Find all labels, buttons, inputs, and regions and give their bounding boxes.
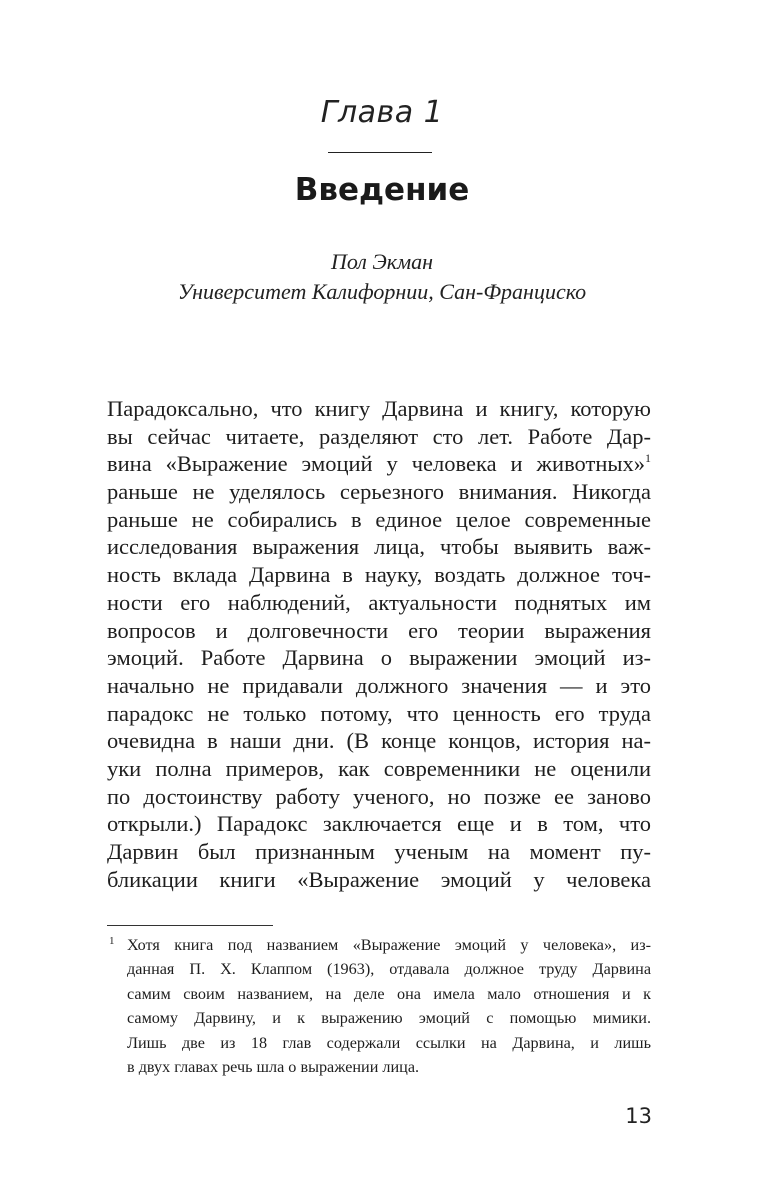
body-line: ность вклада Дарвина в науку, воздать должное точ- (107, 562, 651, 588)
body-line: раньше не собирались в единое целое современные (107, 506, 651, 532)
chapter-divider (328, 152, 432, 153)
footnote-line: в двух главах речь шла о выражении лица. (127, 1057, 420, 1076)
body-line: начально не придавали должного значения — и это (107, 672, 651, 698)
body-line: раньше не уделялось серьезного внимания. Никогда (107, 479, 651, 505)
footnote-divider (107, 925, 273, 926)
author-name: Пол Экман (330, 249, 434, 274)
body-line-text: вина «Выражение эмоций у человека и животных» (107, 451, 645, 477)
body-text (107, 395, 651, 893)
body-line: уки полна примеров, как современники не оценили (107, 755, 651, 781)
footnote (107, 933, 651, 1079)
footnote-line: Лишь две из 18 глав содержали ссылки на Дарвина, и лишь (127, 1033, 651, 1052)
body-line: открыли.) Парадокс заключается еще и в том, что (107, 811, 651, 837)
chapter-label: Глава 1 (320, 95, 444, 130)
body-line (107, 450, 651, 478)
footnote-line: Хотя книга под названием «Выражение эмоций у человека», из- (127, 936, 651, 954)
footnote-text (127, 933, 651, 1079)
footnote-mark: 1 (109, 935, 115, 947)
body-line: парадокс не только потому, что ценность его труда (107, 700, 651, 726)
body-line: ности его наблюдений, актуальности поднятых им (107, 589, 651, 615)
body-line: эмоций. Работе Дарвина о выражении эмоций из- (107, 645, 651, 671)
footnote-line: самим своим названием, на деле она имела мало отношения и к (127, 984, 651, 1003)
body-line: исследования выражения лица, чтобы выявить важ- (107, 534, 651, 560)
footnote-reference: 1 (645, 451, 651, 466)
footnote-line: данная П. Х. Клаппом (1963), отдавала должное труду Дарвина (127, 960, 651, 979)
page-number: 13 (625, 1104, 652, 1128)
author-block (0, 247, 764, 307)
body-line: вы сейчас читаете, разделяют сто лет. Работе Дар- (107, 423, 651, 449)
body-line: Парадоксально, что книгу Дарвина и книгу, которую (107, 396, 651, 421)
body-line: очевидна в наши дни. (В конце концов, история на- (107, 728, 651, 754)
body-line: Дарвин был признанным ученым на момент пу- (107, 839, 651, 864)
author-affiliation: Университет Калифорнии, Сан-Франциско (177, 279, 587, 304)
chapter-title: Введение (294, 172, 470, 208)
body-line: вопросов и долговечности его теории выражения (107, 617, 651, 643)
body-line: бликации книги «Выражение эмоций у человека (107, 866, 651, 892)
body-line: по достоинству работу ученого, но позже ее заново (107, 783, 651, 809)
footnote-line: самому Дарвину, и к выражению эмоций с помощью мимики. (127, 1009, 651, 1028)
